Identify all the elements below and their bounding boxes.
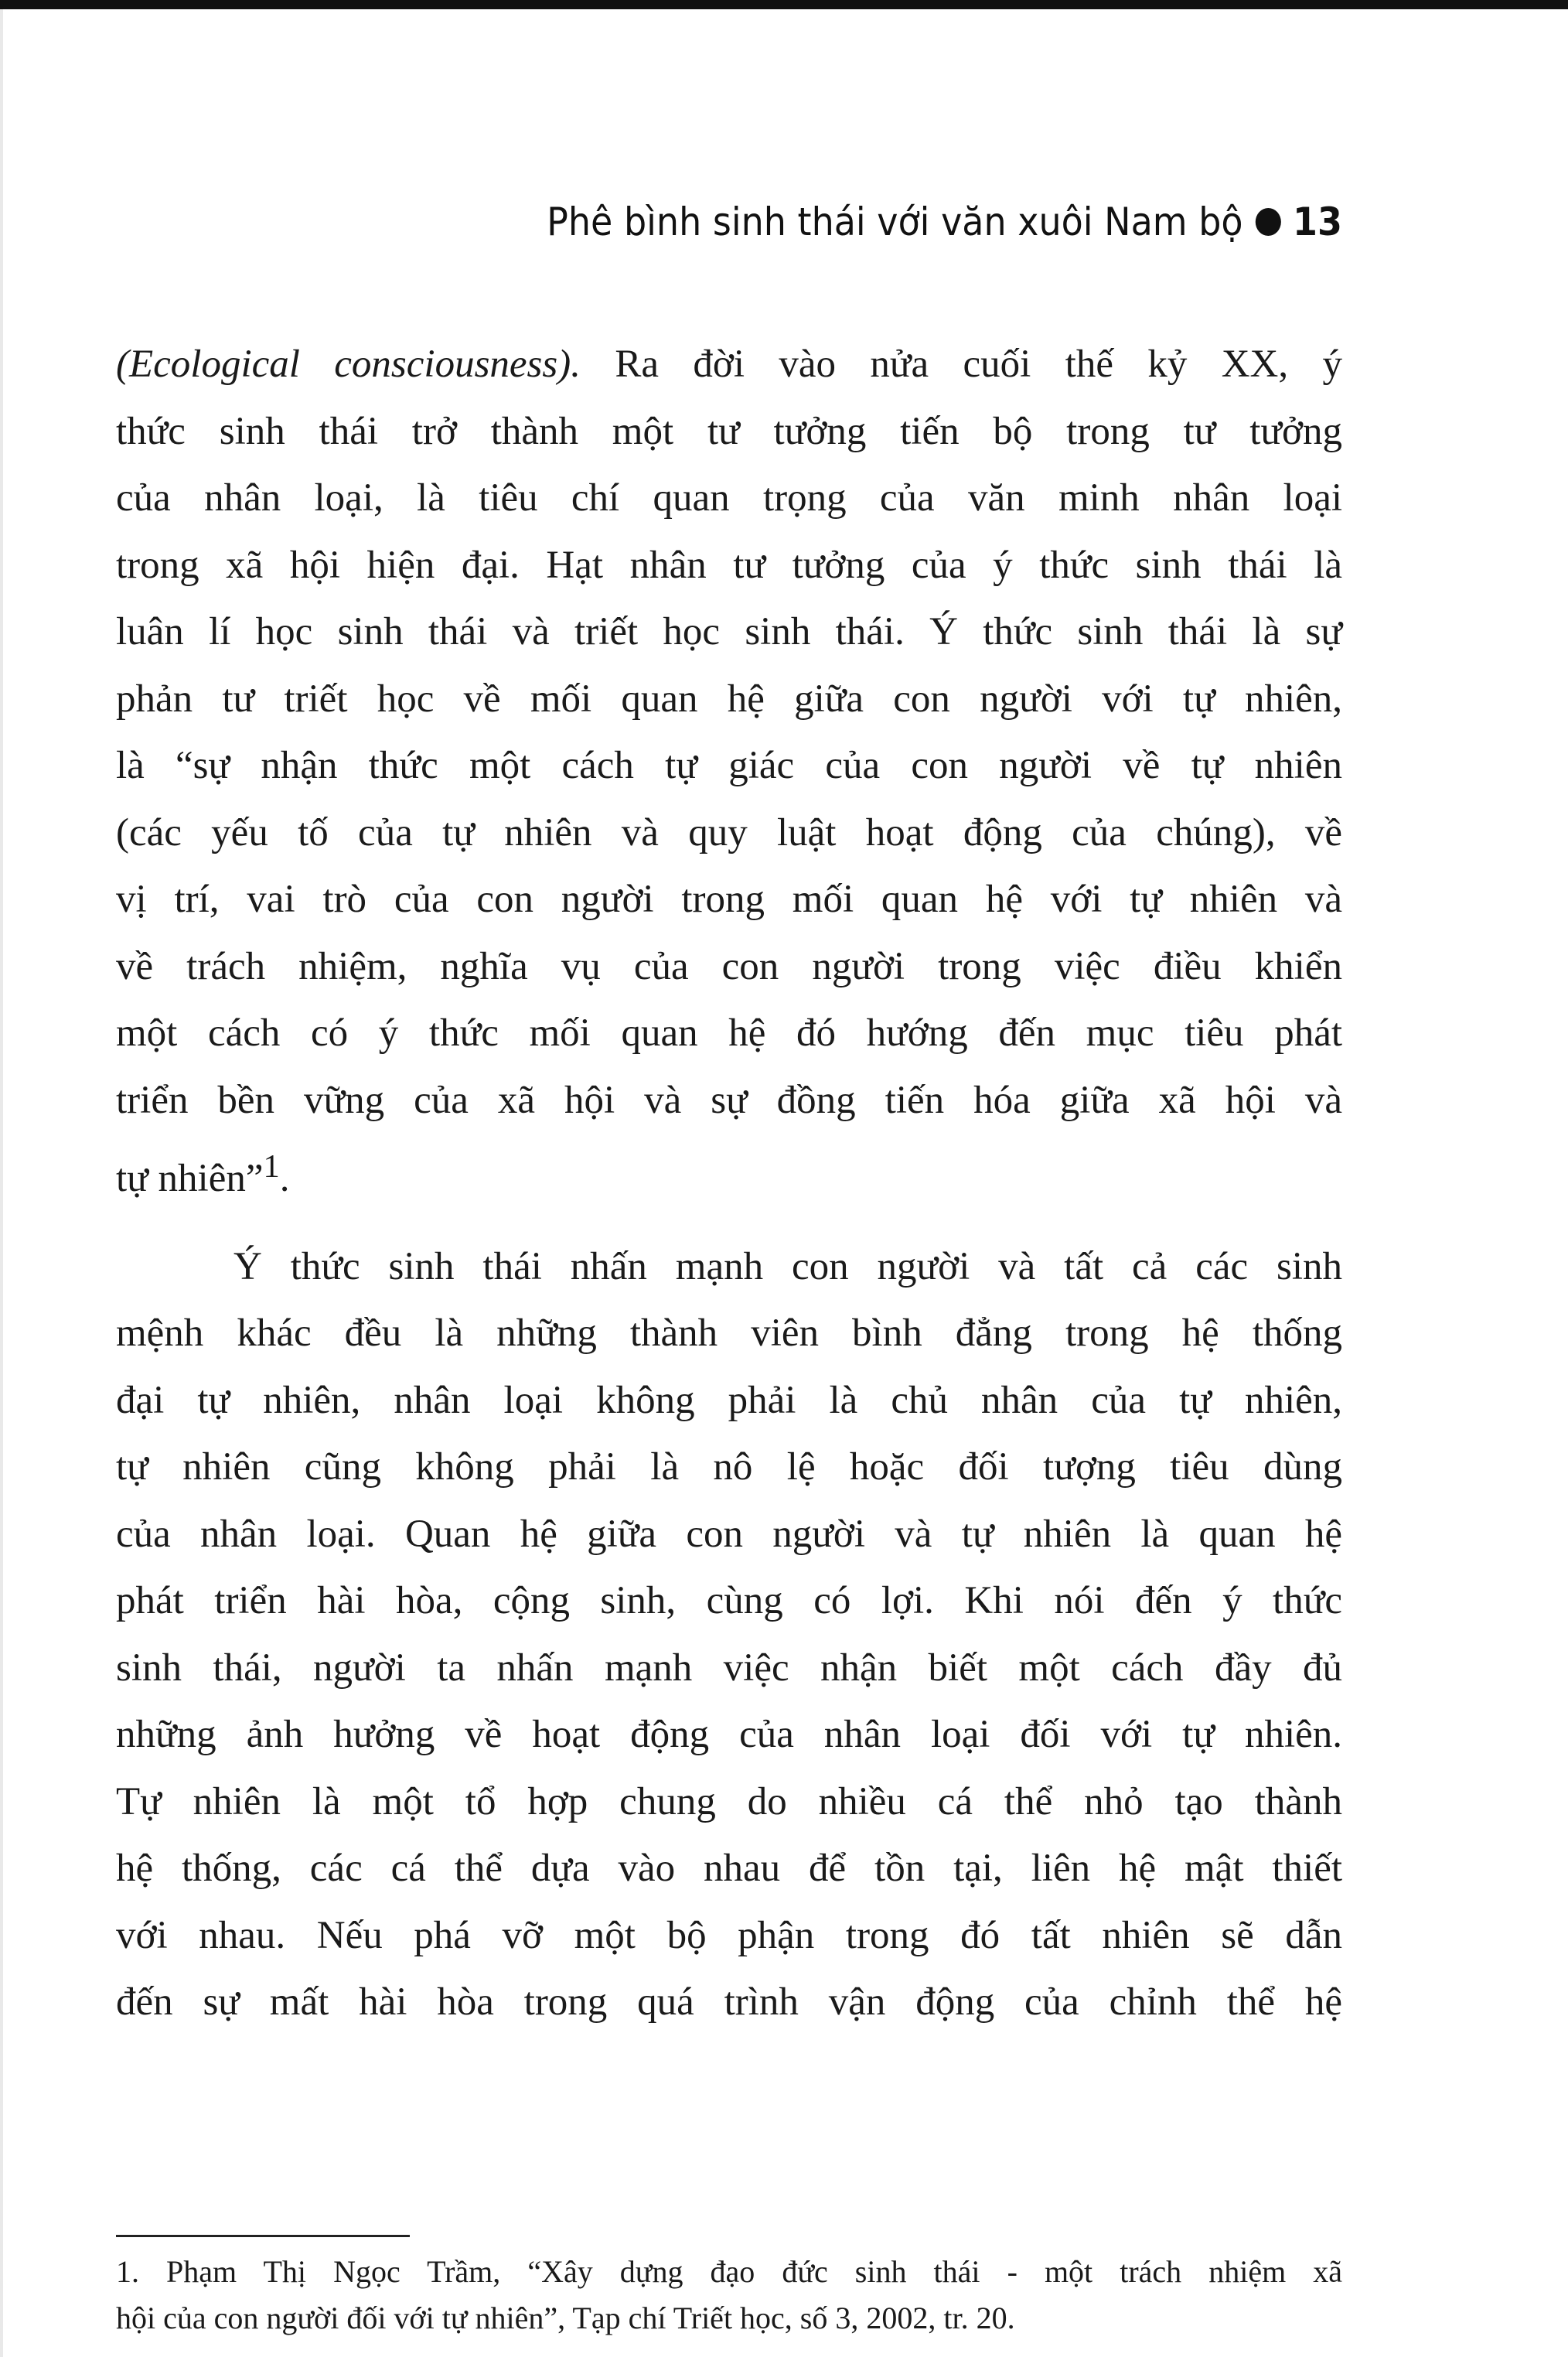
text-line: (các yếu tố của tự nhiên và quy luật hoạt động của chúng), về	[116, 810, 1342, 854]
paragraph-1	[116, 331, 1342, 1213]
text-line: tự nhiên cũng không phải là nô lệ hoặc đối tượng tiêu dùng	[116, 1445, 1342, 1489]
text-line: vị trí, vai trò của con người trong mối quan hệ với tự nhiên và	[116, 878, 1342, 921]
text-line: phản tư triết học về mối quan hệ giữa con người với tự nhiên,	[116, 677, 1342, 721]
body-text	[116, 331, 1342, 2036]
text-line: những ảnh hưởng về hoạt động của nhân loại đối với tự nhiên.	[116, 1713, 1342, 1756]
footnote-line: 1. Phạm Thị Ngọc Trầm, “Xây dựng đạo đức sinh thái - một trách nhiệm xã	[116, 2254, 1342, 2289]
text-fragment: .	[279, 1157, 290, 1200]
text-line: đến sự mất hài hòa trong quá trình vận động của chỉnh thể hệ	[116, 1980, 1342, 2024]
running-header-title: Phê bình sinh thái với văn xuôi Nam bộ	[547, 200, 1243, 244]
text-line: Tự nhiên là một tổ hợp chung do nhiều cá thể nhỏ tạo thành	[116, 1779, 1342, 1823]
text-line: Ý thức sinh thái nhấn mạnh con người và tất cả các sinh	[233, 1244, 1342, 1288]
text-line: với nhau. Nếu phá vỡ một bộ phận trong đó tất nhiên sẽ dẫn	[116, 1913, 1342, 1957]
text-line: phát triển hài hòa, cộng sinh, cùng có lợi. Khi nói đến ý thức	[116, 1579, 1342, 1622]
paragraph-gap	[116, 1213, 1342, 1233]
text-line: triển bền vững của xã hội và sự đồng tiến hóa giữa xã hội và	[116, 1078, 1342, 1122]
text-line: sinh thái, người ta nhấn mạnh việc nhận biết một cách đầy đủ	[116, 1646, 1342, 1690]
text-line: của nhân loại. Quan hệ giữa con người và tự nhiên là quan hệ	[116, 1512, 1342, 1556]
text-line: về trách nhiệm, nghĩa vụ của con người trong việc điều khiển	[116, 944, 1342, 988]
text-line: mệnh khác đều là những thành viên bình đẳng trong hệ thống	[116, 1312, 1342, 1355]
text-line-last	[116, 1134, 1342, 1213]
text-line: là “sự nhận thức một cách tự giác của con người về tự nhiên	[116, 744, 1342, 787]
page-number: 13	[1292, 200, 1342, 244]
text-line: của nhân loại, là tiêu chí quan trọng của văn minh nhân loại	[116, 476, 1342, 520]
text-line: luân lí học sinh thái và triết học sinh thái. Ý thức sinh thái là sự	[116, 610, 1342, 653]
footnote-ref: 1	[263, 1148, 280, 1185]
top-border	[0, 0, 1568, 9]
bullet-icon	[1256, 208, 1281, 236]
text-line: hệ thống, các cá thể dựa vào nhau để tồn tại, liên hệ mật thiết	[116, 1847, 1342, 1890]
text-line: đại tự nhiên, nhân loại không phải là chủ nhân của tự nhiên,	[116, 1378, 1342, 1422]
text-line: thức sinh thái trở thành một tư tưởng tiến bộ trong tư tưởng	[116, 409, 1342, 453]
text-line: một cách có ý thức mối quan hệ đó hướng đến mục tiêu phát	[116, 1011, 1342, 1055]
text-line: trong xã hội hiện đại. Hạt nhân tư tưởng của ý thức sinh thái là	[116, 543, 1342, 587]
page-edge	[0, 9, 3, 2357]
italic-term: (Ecological consciousness).	[116, 343, 581, 386]
footnote-divider	[116, 2235, 410, 2237]
footnote	[116, 2249, 1342, 2342]
text-fragment: tự nhiên”	[116, 1157, 264, 1200]
running-header	[506, 200, 1342, 244]
text-line	[116, 331, 1342, 398]
footnote-line: hội của con người đối với tự nhiên”, Tạp chí Triết học, số 3, 2002, tr. 20.	[116, 2301, 1015, 2335]
paragraph-2	[116, 1233, 1342, 2036]
text-fragment: Ra đời vào nửa cuối thế kỷ XX, ý	[580, 343, 1342, 386]
